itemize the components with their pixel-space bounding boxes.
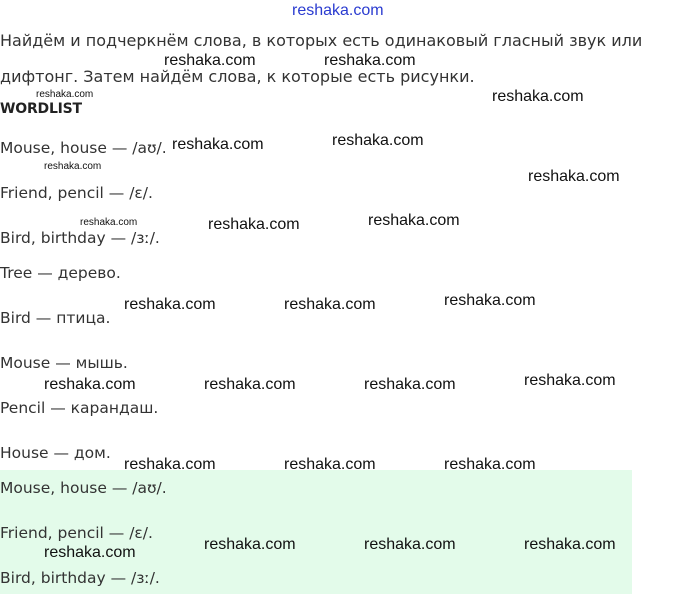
watermark: reshaka.com xyxy=(204,536,296,553)
watermark: reshaka.com xyxy=(524,536,616,553)
wordlist-line-8: House — дом. xyxy=(0,444,111,462)
watermark: reshaka.com xyxy=(124,456,216,473)
intro-line-1: Найдём и подчеркнём слова, в которых есть одинаковый гласный звук или xyxy=(0,31,643,50)
watermark: reshaka.com xyxy=(284,456,376,473)
watermark: reshaka.com xyxy=(44,544,136,561)
watermark: reshaka.com xyxy=(324,52,416,69)
watermark: reshaka.com xyxy=(364,536,456,553)
wordlist-line-6: Mouse — мышь. xyxy=(0,354,128,372)
wordlist-line-7: Pencil — карандаш. xyxy=(0,399,159,417)
wordlist-line-1: Mouse, house — /aʊ/. xyxy=(0,139,167,157)
watermark: reshaka.com xyxy=(332,132,424,149)
watermark: reshaka.com xyxy=(368,212,460,229)
site-logo-link[interactable]: reshaka.com xyxy=(292,2,384,19)
watermark: reshaka.com xyxy=(492,88,584,105)
watermark: reshaka.com xyxy=(284,296,376,313)
wordlist-line-9: Mouse, house — /aʊ/. xyxy=(0,479,167,497)
wordlist-heading: WORDLIST xyxy=(0,101,82,117)
wordlist-line-11: Bird, birthday — /ɜː/. xyxy=(0,569,160,587)
watermark: reshaka.com xyxy=(364,376,456,393)
watermark: reshaka.com xyxy=(204,376,296,393)
watermark: reshaka.com xyxy=(36,89,94,100)
wordlist-line-2: Friend, pencil — /ɛ/. xyxy=(0,184,153,202)
watermark: reshaka.com xyxy=(444,456,536,473)
watermark: reshaka.com xyxy=(172,136,264,153)
wordlist-line-10: Friend, pencil — /ɛ/. xyxy=(0,524,153,542)
wordlist-line-3: Bird, birthday — /ɜː/. xyxy=(0,229,160,247)
watermark: reshaka.com xyxy=(164,52,256,69)
watermark: reshaka.com xyxy=(44,161,102,172)
wordlist-line-5: Bird — птица. xyxy=(0,309,111,327)
watermark: reshaka.com xyxy=(44,376,136,393)
watermark: reshaka.com xyxy=(524,372,616,389)
watermark: reshaka.com xyxy=(80,217,138,228)
watermark: reshaka.com xyxy=(528,168,620,185)
wordlist-line-4: Tree — дерево. xyxy=(0,264,121,282)
watermark: reshaka.com xyxy=(444,292,536,309)
watermark: reshaka.com xyxy=(124,296,216,313)
intro-line-2: дифтонг. Затем найдём слова, к которые есть рисунки. xyxy=(0,67,475,86)
watermark: reshaka.com xyxy=(208,216,300,233)
